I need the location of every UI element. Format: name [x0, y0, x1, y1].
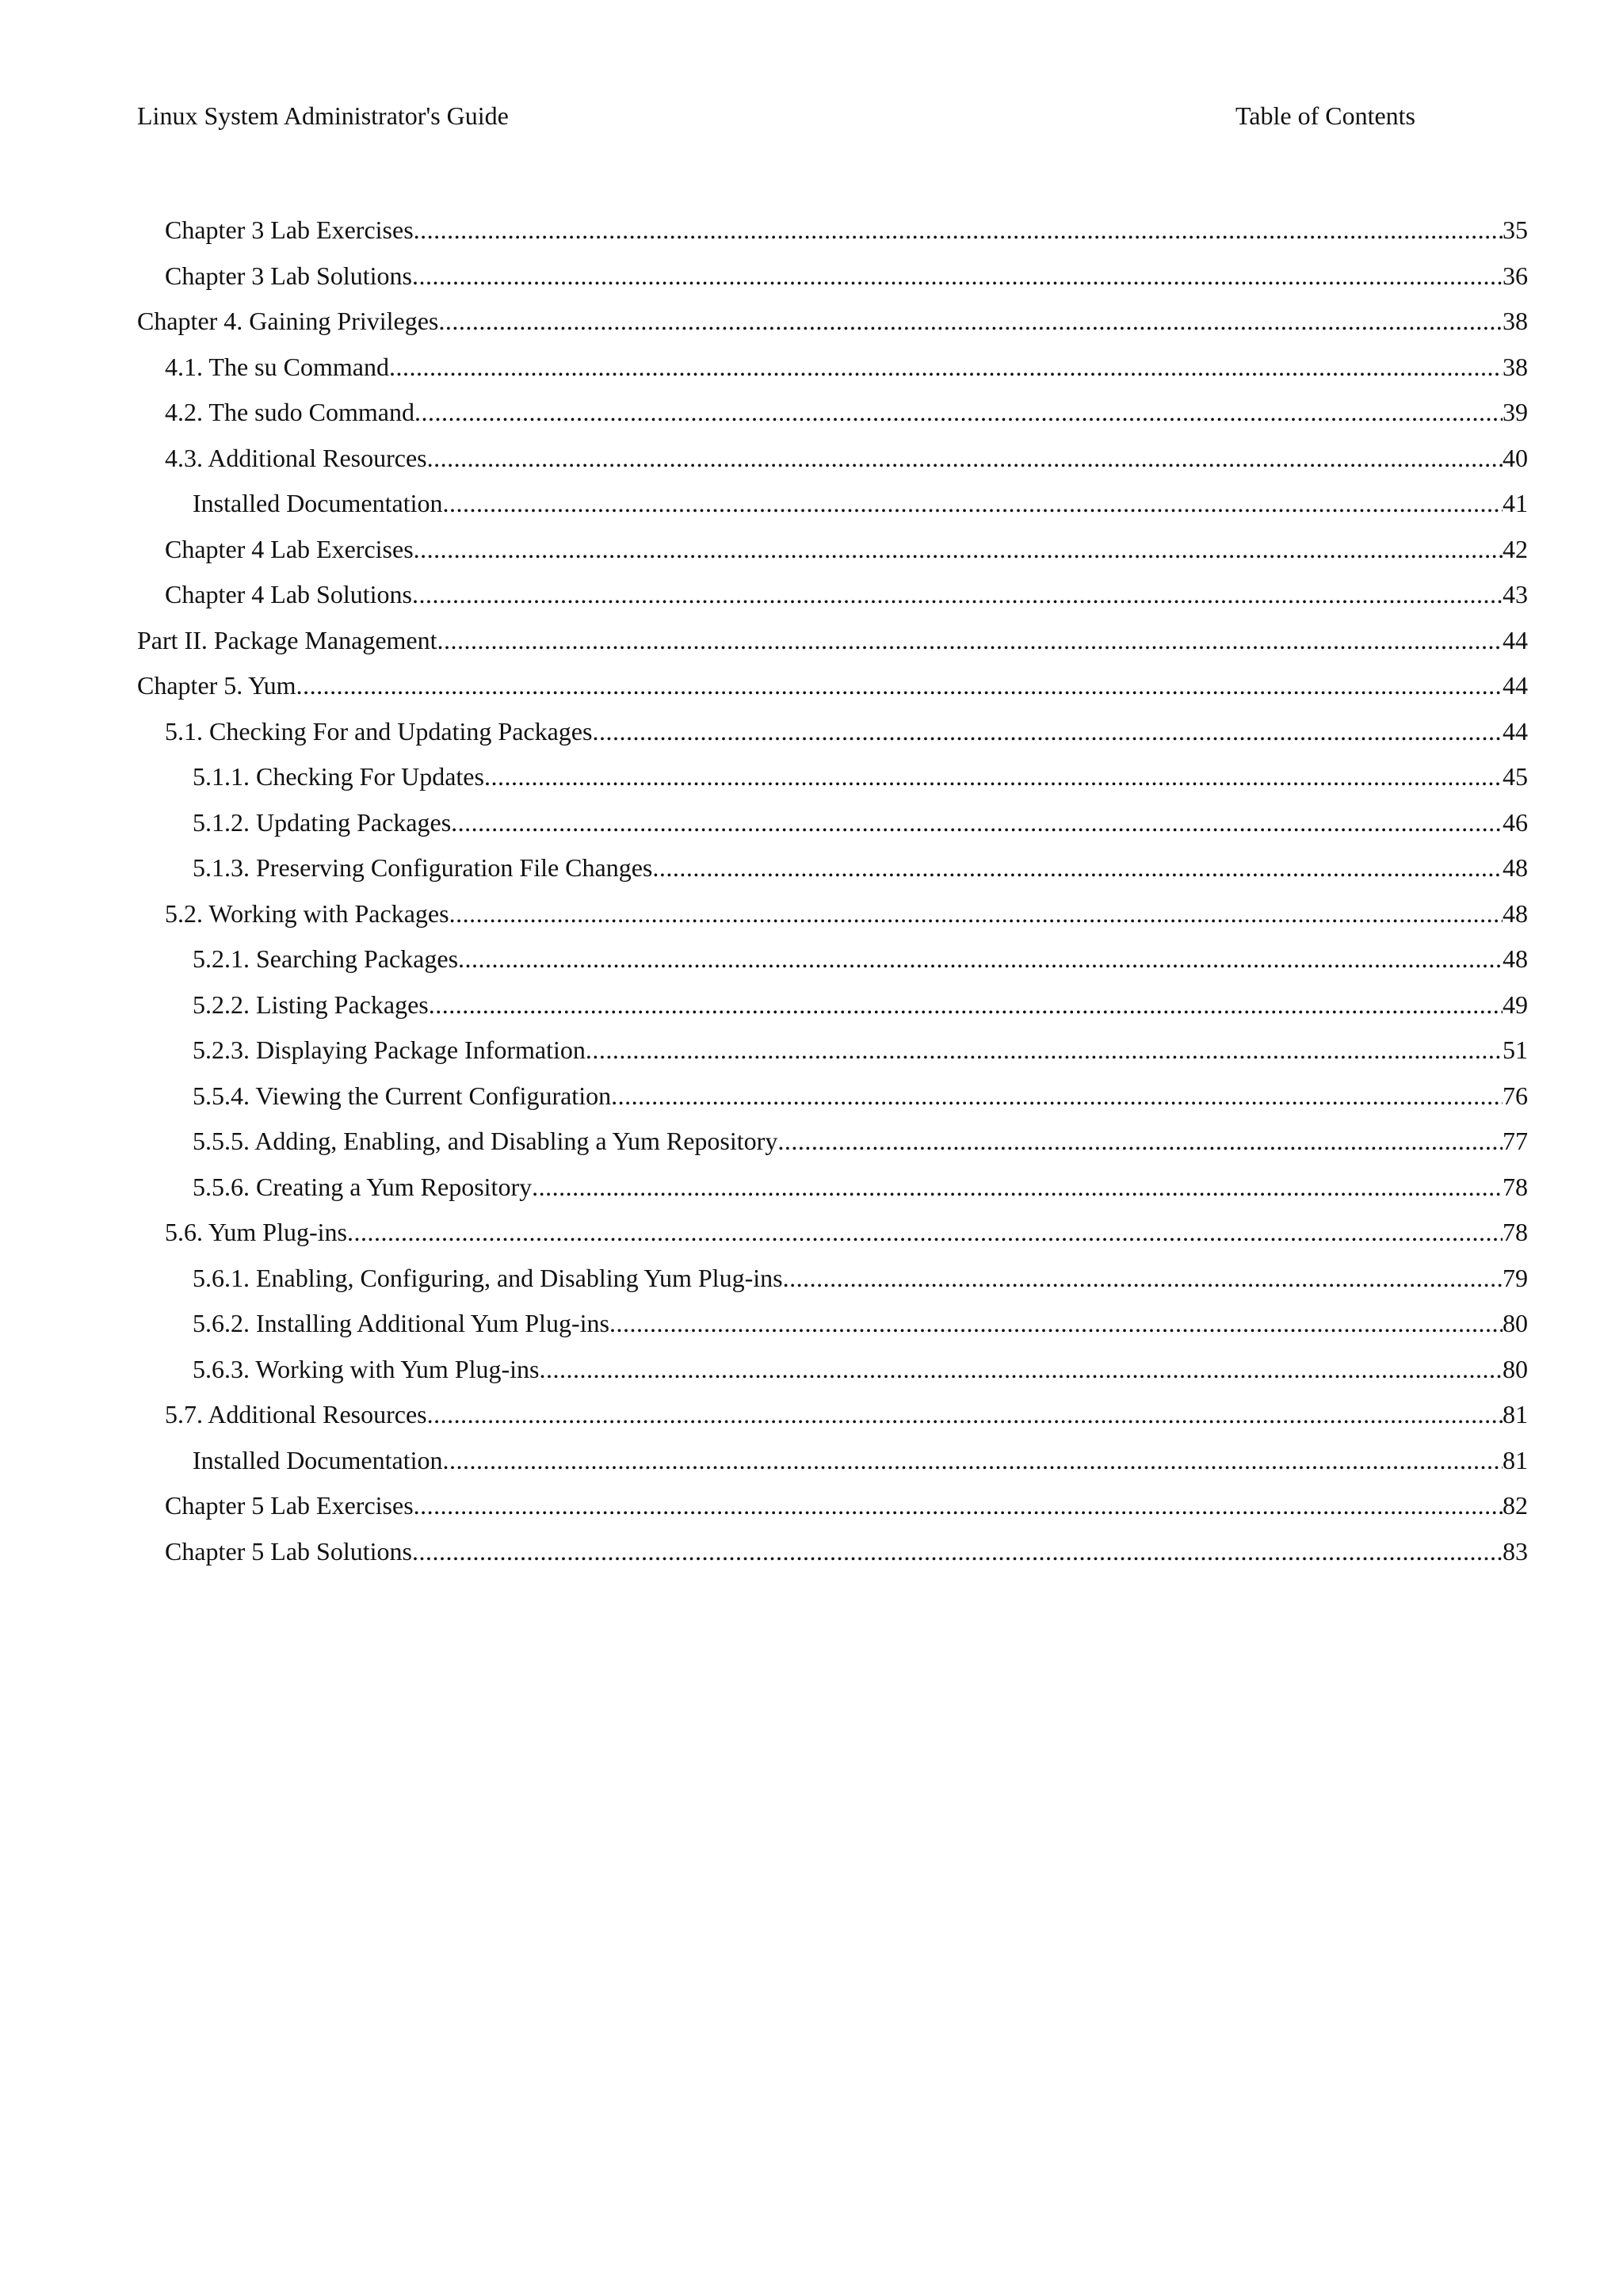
toc-entry-title[interactable]: 4.2. The sudo Command [165, 398, 414, 426]
toc-entry-page-number[interactable]: 80 [1503, 1354, 1528, 1383]
toc-entry-title[interactable]: 5.6.3. Working with Yum Plug-ins [193, 1354, 540, 1383]
dot-leader [783, 1263, 1503, 1293]
toc-entry[interactable] [137, 670, 1528, 716]
toc-entry-page-number[interactable]: 77 [1503, 1127, 1528, 1155]
toc-entry[interactable] [137, 397, 1528, 443]
toc-entry[interactable] [137, 1217, 1528, 1263]
dot-leader [347, 1217, 1503, 1247]
toc-entry-title[interactable]: Chapter 3 Lab Exercises [165, 215, 414, 244]
toc-entry-title[interactable]: 5.1.1. Checking For Updates [193, 762, 484, 791]
toc-entry-page-number[interactable]: 45 [1503, 762, 1528, 791]
toc-entry-title[interactable]: 5.6. Yum Plug-ins [165, 1218, 347, 1246]
dot-leader [429, 990, 1503, 1020]
toc-entry-page-number[interactable]: 44 [1503, 716, 1528, 746]
toc-entry[interactable] [137, 215, 1528, 261]
toc-entry-page-number[interactable]: 38 [1503, 352, 1528, 381]
toc-entry-title[interactable]: 5.2.1. Searching Packages [193, 944, 459, 973]
section-title: Table of Contents [1235, 101, 1415, 130]
toc-entry-title[interactable]: Chapter 5 Lab Exercises [165, 1491, 414, 1520]
toc-entry-page-number[interactable]: 49 [1503, 990, 1528, 1019]
toc-entry-page-number[interactable]: 78 [1503, 1218, 1528, 1246]
toc-entry[interactable] [137, 1263, 1528, 1309]
dot-leader [389, 352, 1503, 382]
toc-entry-page-number[interactable]: 36 [1503, 261, 1528, 290]
toc-entry-title[interactable]: 5.1. Checking For and Updating Packages [165, 716, 593, 746]
dot-leader [412, 261, 1503, 291]
toc-entry[interactable] [137, 1172, 1528, 1218]
toc-entry-title[interactable]: 5.7. Additional Resources [165, 1400, 427, 1428]
toc-entry-title[interactable]: Chapter 3 Lab Solutions [165, 261, 412, 290]
toc-entry-page-number[interactable]: 38 [1503, 307, 1528, 335]
toc-entry-title[interactable]: Installed Documentation [193, 1445, 443, 1474]
dot-leader [484, 761, 1503, 791]
toc-entry-page-number[interactable]: 81 [1503, 1400, 1528, 1428]
toc-entry-page-number[interactable]: 46 [1503, 807, 1528, 837]
dot-leader [592, 716, 1503, 746]
dot-leader [414, 215, 1503, 245]
toc-entry[interactable] [137, 534, 1528, 580]
toc-entry-page-number[interactable]: 40 [1503, 443, 1528, 472]
toc-entry-page-number[interactable]: 39 [1503, 398, 1528, 426]
toc-entry-title[interactable]: Chapter 4 Lab Solutions [165, 580, 412, 608]
dot-leader [412, 579, 1503, 609]
toc-entry-title[interactable]: 5.5.4. Viewing the Current Configuration [193, 1081, 612, 1110]
toc-entry-page-number[interactable]: 35 [1503, 215, 1528, 244]
toc-entry[interactable] [137, 990, 1528, 1035]
toc-entry[interactable] [137, 1035, 1528, 1081]
dot-leader [539, 1354, 1503, 1384]
toc-entry-page-number[interactable]: 78 [1503, 1172, 1528, 1201]
dot-leader [611, 1081, 1503, 1111]
dot-leader [532, 1172, 1503, 1202]
toc-entry[interactable] [137, 852, 1528, 898]
toc-entry-title[interactable]: 5.1.3. Preserving Configuration File Changes [193, 853, 653, 882]
toc-entry-page-number[interactable]: 48 [1503, 944, 1528, 973]
dot-leader [427, 1399, 1503, 1429]
toc-entry-title[interactable]: 5.2.2. Listing Packages [193, 990, 429, 1019]
toc-entry[interactable] [137, 1490, 1528, 1536]
toc-entry-page-number[interactable]: 41 [1503, 489, 1528, 517]
toc-entry-page-number[interactable]: 43 [1503, 580, 1528, 608]
toc-entry-title[interactable]: 5.6.2. Installing Additional Yum Plug-ins [193, 1309, 609, 1337]
running-header [137, 98, 1415, 133]
toc-entry[interactable] [137, 807, 1528, 853]
toc-entry-page-number[interactable]: 51 [1503, 1035, 1528, 1064]
toc-entry[interactable] [137, 1081, 1528, 1127]
dot-leader [296, 670, 1503, 700]
toc-entry-title[interactable]: 5.5.6. Creating a Yum Repository [193, 1172, 533, 1201]
dot-leader [586, 1035, 1503, 1065]
toc-entry-title[interactable]: 4.3. Additional Resources [165, 443, 427, 472]
toc-entry[interactable] [137, 488, 1528, 534]
toc-entry[interactable] [137, 261, 1528, 307]
toc-entry-title[interactable]: Chapter 4. Gaining Privileges [137, 307, 439, 335]
dot-leader [414, 534, 1503, 564]
toc-entry[interactable] [137, 944, 1528, 990]
toc-entry-page-number[interactable]: 81 [1503, 1445, 1528, 1474]
toc-entry-title[interactable]: Installed Documentation [193, 489, 443, 517]
toc-entry[interactable] [137, 1354, 1528, 1400]
dot-leader [451, 807, 1503, 837]
toc-entry-page-number[interactable]: 48 [1503, 853, 1528, 882]
toc-entry-page-number[interactable]: 76 [1503, 1081, 1528, 1110]
toc-entry[interactable] [137, 1126, 1528, 1172]
toc-entry[interactable] [137, 1445, 1528, 1491]
dot-leader [609, 1308, 1503, 1338]
toc-entry[interactable] [137, 352, 1528, 398]
toc-entry[interactable] [137, 1536, 1528, 1582]
table-of-contents [137, 215, 1528, 1581]
document-title: Linux System Administrator's Guide [137, 101, 509, 130]
dot-leader [414, 1490, 1503, 1520]
dot-leader [427, 443, 1503, 473]
toc-entry[interactable] [137, 579, 1528, 625]
toc-entry-page-number[interactable]: 82 [1503, 1491, 1528, 1520]
toc-entry[interactable] [137, 761, 1528, 807]
toc-entry-title[interactable]: Chapter 5 Lab Solutions [165, 1536, 412, 1566]
dot-leader [442, 488, 1503, 518]
toc-entry-page-number[interactable]: 83 [1503, 1536, 1528, 1566]
dot-leader [442, 1445, 1503, 1475]
dot-leader [412, 1536, 1503, 1566]
dot-leader [437, 625, 1503, 655]
dot-leader [777, 1126, 1503, 1156]
toc-entry-title[interactable]: 5.5.5. Adding, Enabling, and Disabling a Yum Repository [193, 1127, 778, 1155]
toc-entry-page-number[interactable]: 44 [1503, 671, 1528, 700]
dot-leader [652, 852, 1503, 883]
toc-entry[interactable] [137, 625, 1528, 671]
toc-entry-title[interactable]: 4.1. The su Command [165, 352, 389, 381]
toc-entry-page-number[interactable]: 80 [1503, 1309, 1528, 1337]
toc-entry-title[interactable]: 5.1.2. Updating Packages [193, 807, 452, 837]
toc-entry[interactable] [137, 443, 1528, 489]
toc-entry-page-number[interactable]: 42 [1503, 534, 1528, 563]
toc-entry[interactable] [137, 898, 1528, 944]
toc-entry[interactable] [137, 1399, 1528, 1445]
toc-entry-title[interactable]: Chapter 5. Yum [137, 671, 296, 700]
toc-entry-title[interactable]: 5.2.3. Displaying Package Information [193, 1035, 586, 1064]
toc-entry-page-number[interactable]: 44 [1503, 625, 1528, 654]
toc-entry-page-number[interactable]: 48 [1503, 898, 1528, 928]
toc-entry-title[interactable]: Part II. Package Management [137, 625, 437, 654]
dot-leader [438, 306, 1503, 336]
dot-leader [414, 397, 1503, 427]
toc-entry[interactable] [137, 1308, 1528, 1354]
dot-leader [449, 898, 1503, 929]
toc-entry-title[interactable]: 5.6.1. Enabling, Configuring, and Disabling Yum Plug-ins [193, 1263, 783, 1292]
toc-entry-page-number[interactable]: 79 [1503, 1263, 1528, 1292]
toc-entry-title[interactable]: 5.2. Working with Packages [165, 898, 449, 928]
toc-entry[interactable] [137, 716, 1528, 762]
toc-entry[interactable] [137, 306, 1528, 352]
dot-leader [458, 944, 1503, 974]
toc-entry-title[interactable]: Chapter 4 Lab Exercises [165, 534, 414, 563]
